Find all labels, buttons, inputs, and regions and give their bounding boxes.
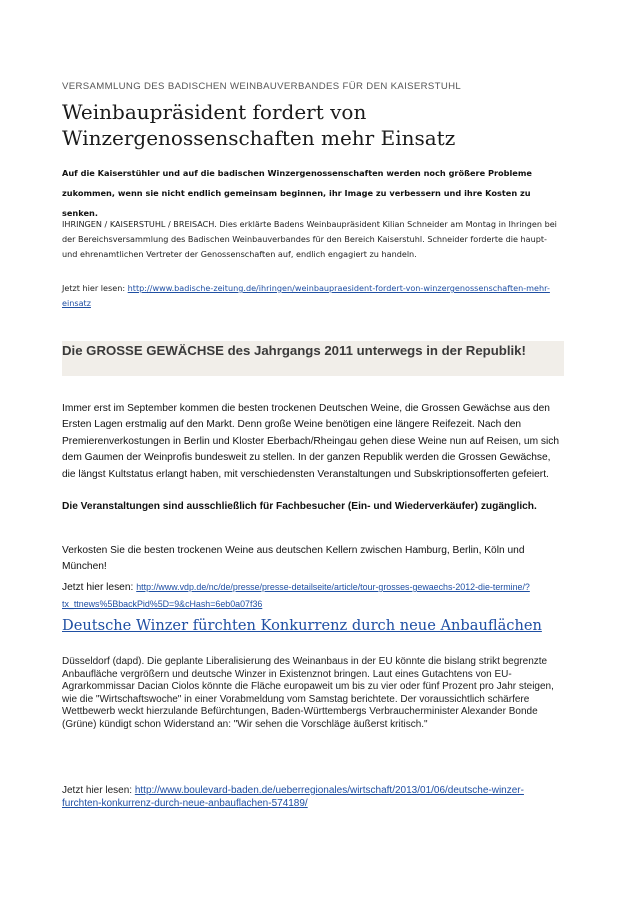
read-more-label: Jetzt hier lesen: xyxy=(62,283,126,293)
read-more-label: Jetzt hier lesen: xyxy=(62,785,133,796)
article3-body: Düsseldorf (dapd). Die geplante Liberalisierung des Weinanbaus in der EU könnte die bislang strikt begrenzte Anbaufläche vergrößern und deutsche Winzer in Existenznot bringen. Laut eines Gutachtens von EU-Agrarkommissar Dacian Ciolos könnte die Fläche europaweit um bis zu vier oder fünf Prozent pro Jahr steigen, wie die "Wirtschaftswoche" in einer Vorabmeldung vom Samstag berichtete. Der voraussichtlich schärfere Wettbewerb weckt hierzulande Befürchtungen, Baden-Württembergs Verbraucherminister Alexander Bonde (Grüne) kündigt schon Widerstand an: "Wir sehen die Vorschläge äußerst kritisch." xyxy=(62,656,554,730)
article2-paragraph-3: Verkosten Sie die besten trockenen Weine aus deutschen Kellern zwischen Hamburg, Berlin, Köln und München! xyxy=(62,545,525,573)
article1-kicker: VERSAMMLUNG DES BADISCHEN WEINBAUVERBANDES FÜR DEN KAISERSTUHL xyxy=(62,81,462,92)
article2-title: Die GROSSE GEWÄCHSE des Jahrgangs 2011 unterwegs in der Republik! xyxy=(62,343,526,358)
article2-paragraph-1: Immer erst im September kommen die besten trockenen Deutschen Weine, die Grossen Gewächse aus den Ersten Lagen erstmalig auf den Markt. Denn große Weine benötigen eine längere Reifezeit. Nach den Premierenverkostungen in Berlin und Kloster Eberbach/Rheingau gehen diese Weine nun auf Reisen, um sich dem Gaumen der Weinprofis bundesweit zu stellen. In der ganzen Republik werden die Grossen Gewächse, die längst Kultstatus erlangt haben, mit verschiedensten Veranstaltungen und Subskriptionsofferten gefeiert. xyxy=(62,403,560,480)
article1-read-more xyxy=(62,281,562,311)
article2-read-more xyxy=(62,579,562,614)
article1-title: Weinbaupräsident fordert von Winzergenossenschaften mehr Einsatz xyxy=(62,100,456,150)
article1-lead: Auf die Kaiserstühler und auf die badischen Winzergenossenschaften werden noch größere Probleme zukommen, wenn sie nicht endlich gemeinsam beginnen, ihr Image zu verbessern und ihre Kosten zu senken. xyxy=(62,168,532,218)
article2-link[interactable]: http://www.vdp.de/nc/de/presse/presse-detailseite/article/tour-grosses-gewaechs-2012-die-termine/?tx_ttnews%5BbackPid%5D=9&cHash=6eb0a07f36 xyxy=(62,582,530,610)
article3-read-more xyxy=(62,785,562,810)
article1-body: IHRINGEN / KAISERSTUHL / BREISACH. Dies erklärte Badens Weinbaupräsident Kilian Schneider am Montag in Ihringen bei der Bereichsversammlung des Badischen Weinbauverbandes für den Bereich Kaiserstuhl. Schneider forderte die haupt- und ehrenamtlichen Vertreter der Genossenschaften auf, endlich engagiert zu handeln. xyxy=(62,219,557,259)
article1-link[interactable]: http://www.badische-zeitung.de/ihringen/weinbaupraesident-fordert-von-winzergenossenschaften-mehr-einsatz xyxy=(62,283,550,308)
article2-paragraph-2: Die Veranstaltungen sind ausschließlich für Fachbesucher (Ein- und Wiederverkäufer) zugänglich. xyxy=(62,501,537,512)
article3-title[interactable]: Deutsche Winzer fürchten Konkurrenz durch neue Anbauflächen xyxy=(62,617,542,634)
article3-link[interactable]: http://www.boulevard-baden.de/ueberregionales/wirtschaft/2013/01/06/deutsche-winzer-furchten-konkurrenz-durch-neue-anbauflachen-574189/ xyxy=(62,785,524,809)
read-more-label: Jetzt hier lesen: xyxy=(62,582,134,593)
